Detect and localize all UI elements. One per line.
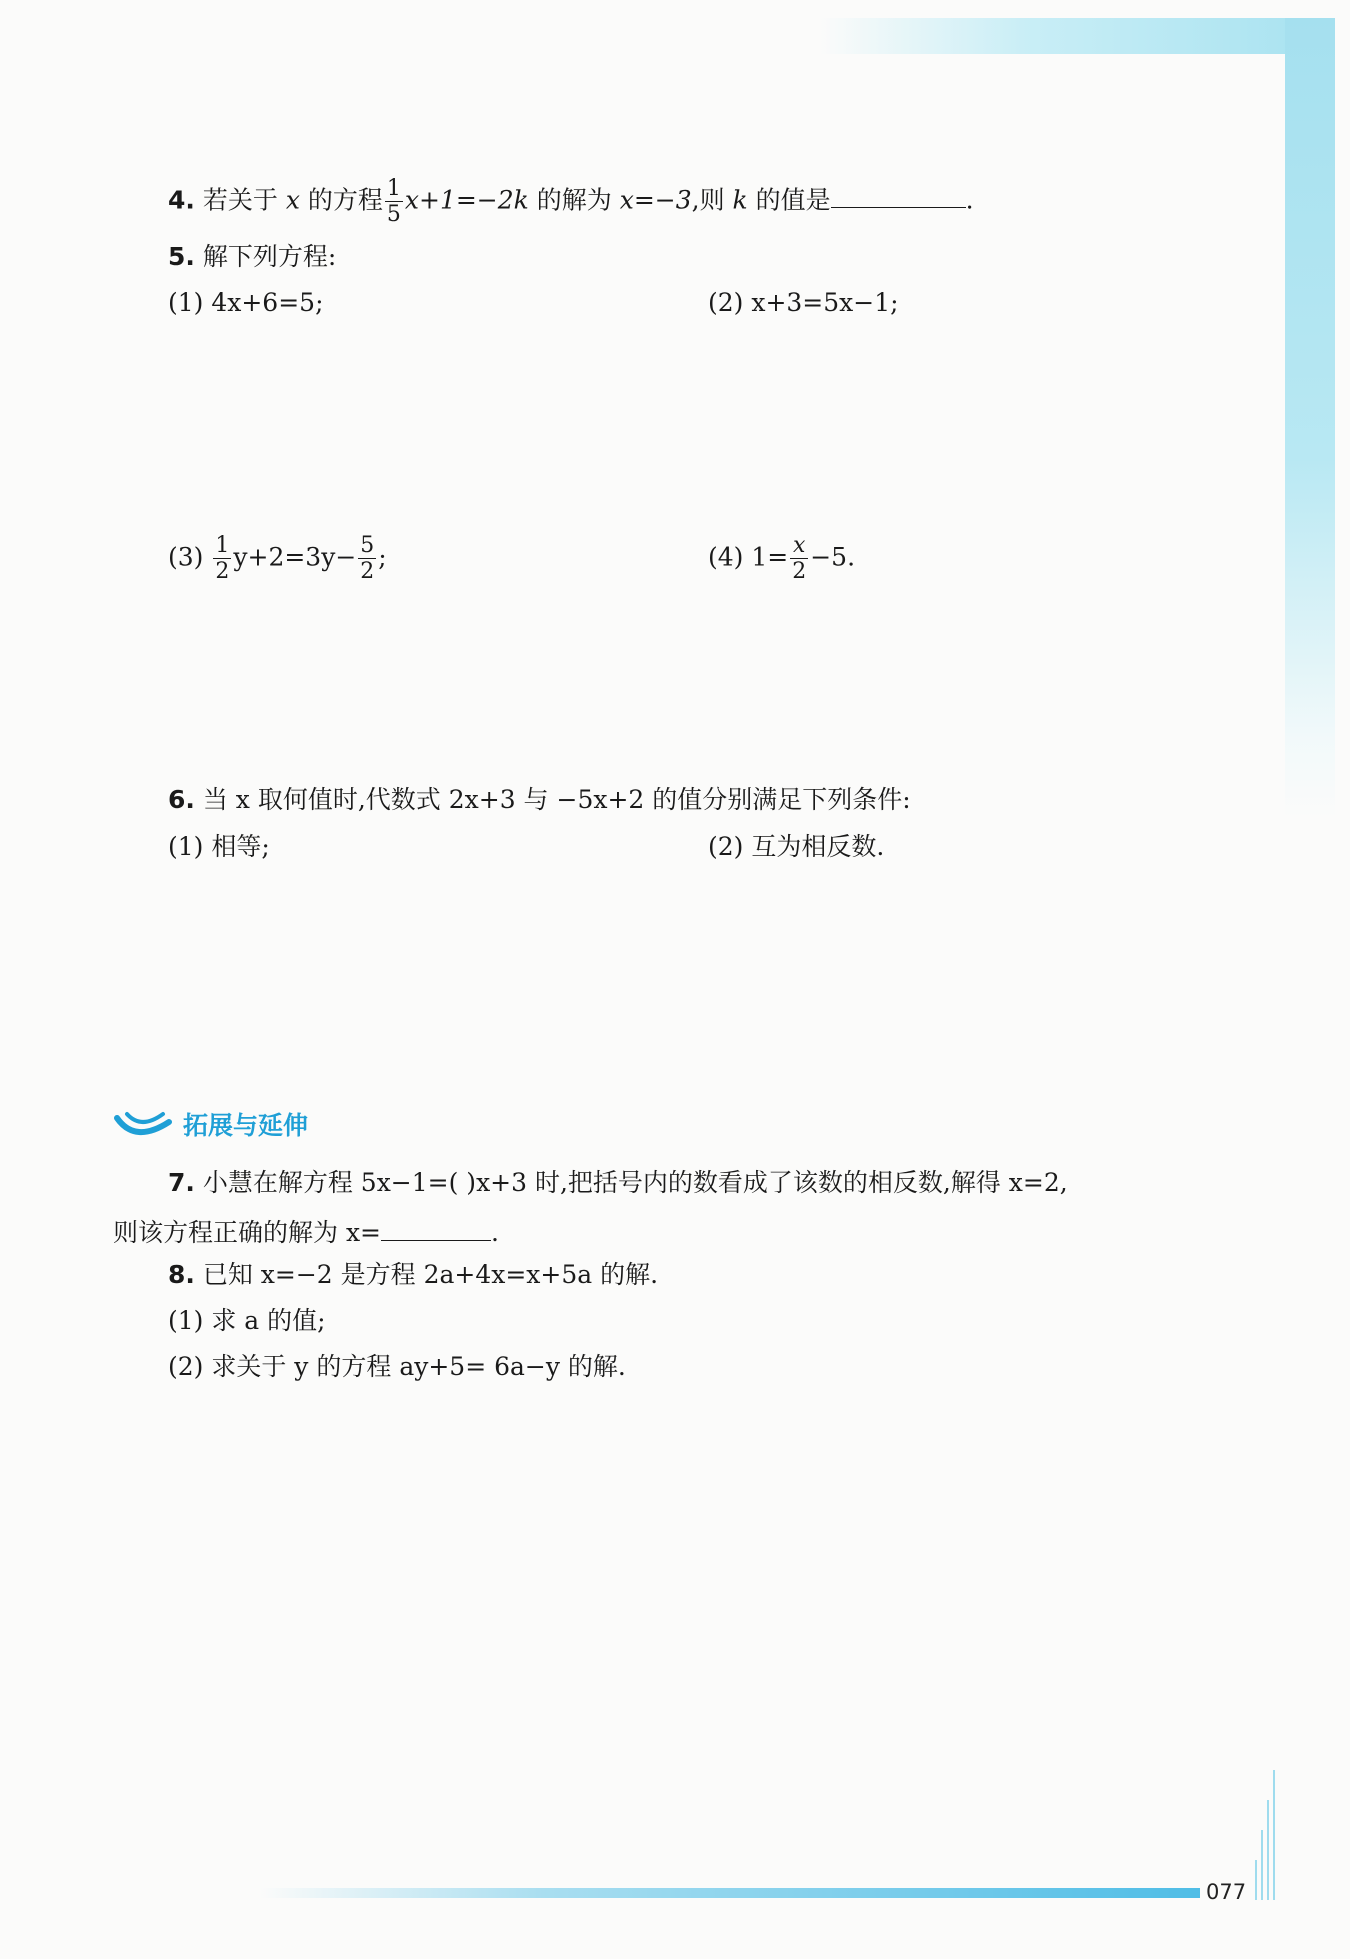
q4-variable: k: [732, 185, 748, 215]
fraction: [358, 533, 376, 585]
answer-blank[interactable]: [381, 1216, 491, 1241]
q4-variable: x: [285, 185, 300, 215]
q6-part-2: (2) 互为相反数.: [708, 832, 885, 861]
fraction: [385, 176, 403, 228]
q7-line-2: [113, 1216, 499, 1245]
equation-end: −5.: [810, 542, 856, 572]
question-number: 6.: [168, 785, 195, 814]
question-number: 7.: [168, 1168, 195, 1197]
question-number: 4.: [168, 185, 195, 215]
q4-solution: x=−3: [619, 185, 692, 215]
answer-blank[interactable]: [831, 183, 966, 208]
part-label: (3): [168, 542, 204, 572]
decor-bar: [1255, 1860, 1257, 1900]
q8-part-1: (1) 求 a 的值;: [168, 1306, 326, 1335]
footer-accent-bar: [260, 1888, 1200, 1898]
frac-numerator: 1: [215, 533, 230, 558]
q6-part-1: (1) 相等;: [168, 832, 270, 861]
fraction: [213, 533, 231, 585]
q4-equation: x+1=−2k: [404, 185, 529, 215]
q4-text: 的值是: [755, 185, 831, 215]
frac-numerator: 1: [386, 176, 401, 201]
question-7: [168, 1170, 1068, 1195]
fraction: [790, 533, 808, 585]
frac-numerator: x: [790, 533, 808, 559]
wave-swoosh-icon: [113, 1108, 173, 1148]
frac-numerator: 5: [360, 533, 375, 558]
question-4: [168, 176, 974, 228]
equation-text: y+2=3y−: [233, 542, 357, 572]
question-8: [168, 1262, 658, 1287]
question-number: 8.: [168, 1260, 195, 1289]
q5-part-3: [168, 533, 387, 585]
decor-bar: [1273, 1770, 1275, 1900]
decor-bar: [1261, 1830, 1263, 1900]
section-title: 拓展与延伸: [183, 1111, 309, 1140]
question-5: [168, 244, 336, 269]
q7-text-line-1: 小慧在解方程 5x−1=( )x+3 时,把括号内的数看成了该数的相反数,解得 x=2,: [202, 1168, 1068, 1197]
q8-text: 已知 x=−2 是方程 2a+4x=x+5a 的解.: [202, 1260, 659, 1289]
q5-instruction: 解下列方程:: [202, 242, 337, 271]
decor-bar: [1267, 1800, 1269, 1900]
equation-end: ;: [378, 542, 387, 572]
q7-text-line-2: 则该方程正确的解为 x=: [113, 1218, 381, 1247]
q5-part-2: (2) x+3=5x−1;: [708, 288, 899, 317]
q4-text: ,则: [691, 185, 725, 215]
q4-text: 若关于: [202, 185, 278, 215]
q5-part-1: (1) 4x+6=5;: [168, 288, 324, 317]
q8-part-2: (2) 求关于 y 的方程 ay+5= 6a−y 的解.: [168, 1352, 626, 1381]
question-number: 5.: [168, 242, 195, 271]
q7-end: .: [491, 1218, 499, 1247]
q5-part-4: [708, 533, 855, 585]
q4-text: 的解为: [536, 185, 612, 215]
frac-denominator: 2: [792, 559, 807, 585]
q4-text: 的方程: [307, 185, 383, 215]
footer-decor-bars: [1255, 1770, 1275, 1900]
frac-denominator: 2: [360, 559, 375, 585]
q4-end: .: [965, 185, 974, 215]
frac-denominator: 2: [215, 559, 230, 585]
question-6: [168, 787, 911, 812]
equation-text: (4) 1=: [708, 542, 789, 572]
frac-denominator: 5: [386, 202, 401, 228]
q6-text: 当 x 取何值时,代数式 2x+3 与 −5x+2 的值分别满足下列条件:: [202, 785, 911, 814]
page-number: 077: [1206, 1880, 1247, 1904]
